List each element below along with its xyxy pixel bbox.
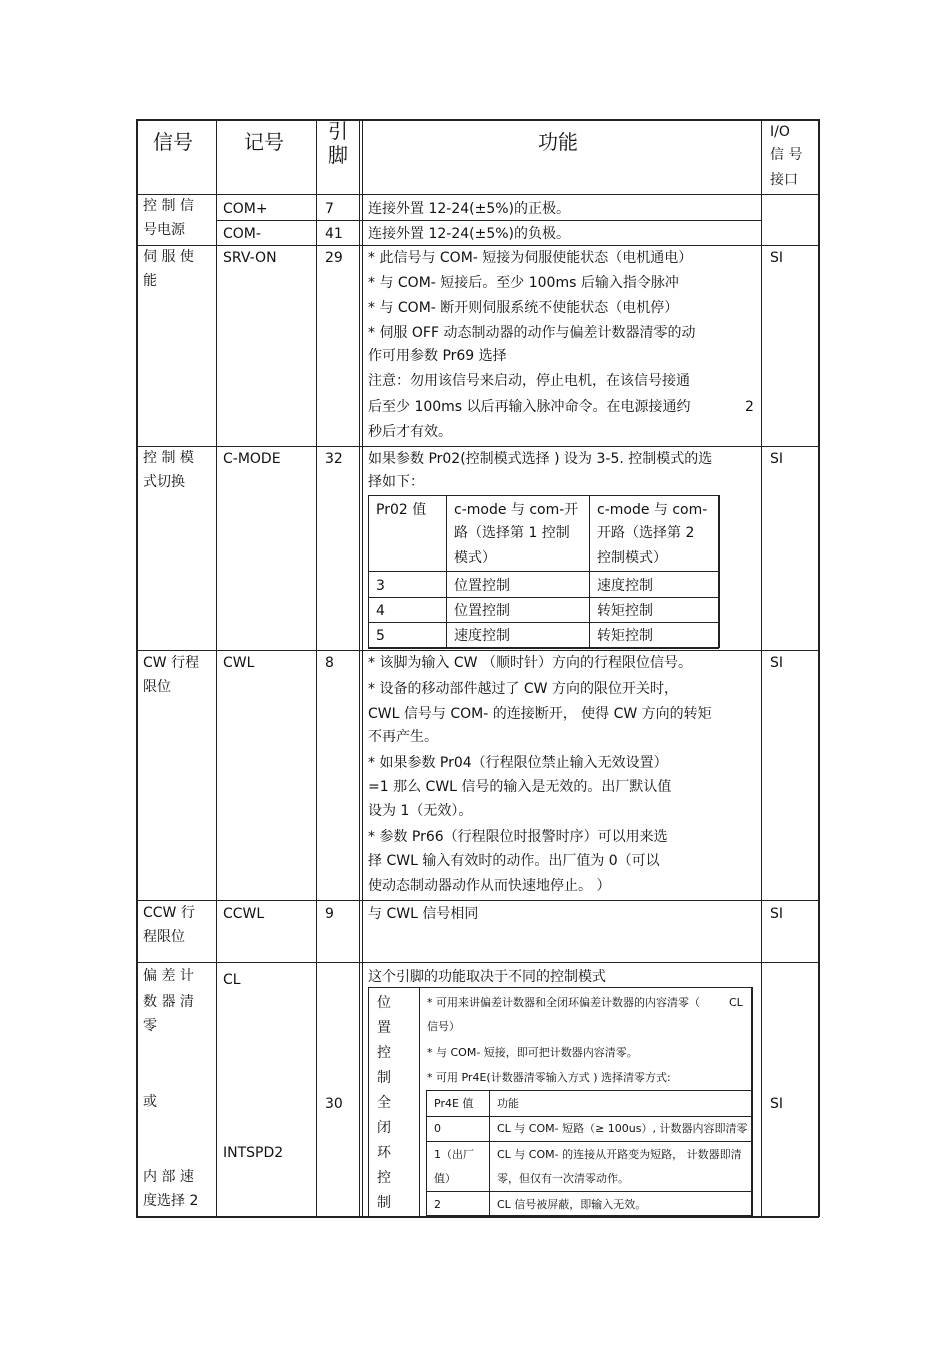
- cl-box-border: [419, 987, 420, 1217]
- cmode-line-1: 如果参数 Pr02(控制模式选择 ) 设为 3-5. 控制模式的选: [368, 451, 713, 467]
- ccwl-symbol: CCWL: [223, 906, 265, 922]
- row-line-power: [136, 245, 819, 246]
- cl-box-border: [368, 987, 752, 988]
- power-func-b: 连接外置 12-24(±5%)的负极。: [368, 226, 570, 242]
- srv-symbol: SRV-ON: [223, 250, 277, 266]
- srv-signal-2: 能: [143, 273, 157, 289]
- cl-inner-cell: 0: [434, 1122, 441, 1135]
- cl-signal-2: 数 器 清: [143, 994, 194, 1010]
- cmode-line-2: 择如下：: [368, 474, 424, 490]
- srv-pin: 29: [325, 250, 343, 266]
- cwl-line: * 设备的移动部件越过了 CW 方向的限位开关时，: [368, 681, 678, 697]
- cl-signal-1: 偏 差 计: [143, 968, 194, 984]
- cl-inner-border: [426, 1116, 751, 1117]
- srv-line: * 此信号与 COM- 短接为伺服使能状态（电机通电）: [368, 250, 693, 266]
- cwl-line: CWL 信号与 COM- 的连接断开， 使得 CW 方向的转矩: [368, 706, 712, 722]
- row-line-cwl: [136, 900, 819, 901]
- power-signal-1: 控 制 信: [143, 198, 194, 214]
- cl-note: CL: [729, 996, 743, 1009]
- cl-signal-or: 或: [143, 1094, 157, 1110]
- header-function: 功能: [538, 130, 578, 154]
- cwl-io: SI: [770, 655, 784, 671]
- cmode-subtable-border: [368, 495, 369, 648]
- cl-mode-char: 制: [377, 1070, 391, 1086]
- power-symbol-b: COM-: [223, 226, 261, 242]
- cl-mode-char: 环: [377, 1145, 391, 1161]
- cl-note: 信号）: [427, 1020, 460, 1033]
- ccwl-signal-1: CCW 行: [143, 905, 195, 921]
- srv-signal-1: 伺 服 使: [143, 249, 194, 265]
- cwl-line: * 如果参数 Pr04（行程限位禁止输入无效设置）: [368, 755, 668, 771]
- cwl-line: 使动态制动器动作从而快速地停止。 ）: [368, 878, 611, 894]
- header-pin-2: 脚: [328, 143, 348, 167]
- cl-note: * 可用 Pr4E(计数器清零输入方式 ) 选择清零方式:: [427, 1071, 671, 1084]
- srv-line: 注意：勿用该信号来启动，停止电机，在该信号接通: [368, 373, 690, 389]
- srv-line: * 伺服 OFF 动态制动器的动作与偏差计数器清零的动: [368, 325, 696, 341]
- cmode-subtable-border: [589, 495, 590, 648]
- srv-line: * 与 COM- 短接后。至少 100ms 后输入指令脉冲: [368, 275, 679, 291]
- cwl-pin: 8: [325, 655, 334, 671]
- cl-inner-border: [426, 1090, 427, 1216]
- cl-mode-char: 控: [377, 1170, 391, 1186]
- cmode-sub-cell: 速度控制: [597, 578, 653, 594]
- ccwl-func: 与 CWL 信号相同: [368, 906, 479, 922]
- cmode-subtable-border: [368, 571, 719, 572]
- cl-inner-cell: 零，但仅有一次清零动作。: [497, 1172, 629, 1185]
- cmode-io: SI: [770, 451, 784, 467]
- cwl-line: =1 那么 CWL 信号的输入是无效的。出厂默认值: [368, 779, 672, 795]
- header-io-2: 信 号: [770, 147, 803, 163]
- cwl-line: * 该脚为输入 CW （顺时针）方向的行程限位信号。: [368, 655, 692, 671]
- cmode-subtable-border: [718, 495, 720, 648]
- cl-signal-5: 度选择 2: [143, 1193, 199, 1209]
- power-pin-b: 41: [325, 226, 343, 242]
- header-symbol: 记号: [244, 130, 284, 154]
- cwl-line: 设为 1（无效）。: [368, 803, 473, 819]
- power-signal-2: 号电源: [143, 222, 185, 238]
- cl-inner-border: [489, 1090, 490, 1216]
- cl-inner-cell: 1（出厂: [434, 1148, 474, 1161]
- cl-pin: 30: [325, 1096, 343, 1112]
- ccwl-signal-2: 程限位: [143, 929, 185, 945]
- cmode-sub-cell: 5: [376, 628, 385, 644]
- cl-inner-head-1: Pr4E 值: [434, 1097, 474, 1110]
- cl-io: SI: [770, 1096, 784, 1112]
- cmode-sub-cell: 位置控制: [454, 578, 510, 594]
- cl-box-border: [751, 987, 753, 1217]
- cl-note: * 与 COM- 短接，即可把计数器内容清零。: [427, 1046, 638, 1059]
- cl-box-border: [368, 987, 369, 1217]
- cl-symbol-1: CL: [223, 972, 241, 988]
- cmode-sub-cell: 4: [376, 603, 385, 619]
- row-line-header: [136, 194, 819, 195]
- header-signal: 信号: [153, 130, 193, 154]
- cmode-signal-2: 式切换: [143, 474, 185, 490]
- cl-inner-head-2: 功能: [497, 1097, 519, 1110]
- cl-inner-border: [426, 1191, 751, 1192]
- cl-mode-char: 闭: [377, 1120, 391, 1136]
- header-io-3: 接口: [770, 172, 798, 188]
- cl-inner-border: [426, 1090, 751, 1091]
- srv-io: SI: [770, 250, 784, 266]
- row-line-cmode: [136, 650, 819, 651]
- cwl-line: 择 CWL 输入有效时的动作。出厂值为 0（可以: [368, 853, 660, 869]
- col-line-1: [216, 119, 217, 1217]
- table-border-top: [136, 119, 819, 121]
- power-symbol-a: COM+: [223, 201, 268, 217]
- cl-mode-char: 全: [377, 1095, 391, 1111]
- srv-line: 作可用参数 Pr69 选择: [368, 348, 507, 364]
- cmode-pin: 32: [325, 451, 343, 467]
- cmode-sub-cell: 速度控制: [454, 628, 510, 644]
- cmode-subtable-border: [368, 495, 719, 496]
- header-io-1: I/O: [770, 124, 790, 140]
- cmode-sub-cell: 转矩控制: [597, 628, 653, 644]
- cl-mode-char: 控: [377, 1045, 391, 1061]
- table-border-left: [136, 119, 138, 1217]
- srv-line: 后至少 100ms 以后再输入脉冲命令。在电源接通约: [368, 399, 691, 415]
- cl-signal-3: 零: [143, 1018, 157, 1034]
- row-line-srv: [136, 446, 819, 447]
- cl-inner-border: [426, 1141, 751, 1142]
- power-pin-a: 7: [325, 201, 334, 217]
- cl-inner-cell: CL 信号被屏蔽，即输入无效。: [497, 1198, 647, 1211]
- cmode-sub-cell: 转矩控制: [597, 603, 653, 619]
- cl-mode-char: 置: [377, 1020, 391, 1036]
- col-line-4: [761, 119, 762, 1217]
- cmode-subtable-border: [368, 622, 719, 623]
- row-line-ccwl: [136, 962, 819, 963]
- table-border-right: [818, 119, 820, 1217]
- col-line-3: [359, 119, 360, 1217]
- cmode-subtable-border: [446, 495, 447, 648]
- cl-inner-border: [426, 1215, 751, 1217]
- cl-mode-char: 位: [377, 995, 391, 1011]
- cmode-sub-head-3a: c-mode 与 com-: [597, 502, 708, 518]
- header-pin-1: 引: [328, 119, 348, 143]
- cl-symbol-2: INTSPD2: [223, 1145, 284, 1161]
- srv-line: 秒后才有效。: [368, 424, 452, 440]
- cmode-sub-head-2c: 模式）: [454, 550, 496, 566]
- cl-note: * 可用来讲偏差计数器和全闭环偏差计数器的内容清零（: [427, 996, 700, 1009]
- cmode-sub-head-1: Pr02 值: [376, 502, 427, 518]
- cmode-sub-cell: 3: [376, 578, 385, 594]
- cmode-symbol: C-MODE: [223, 451, 281, 467]
- cwl-signal-1: CW 行程: [143, 655, 200, 671]
- cmode-signal-1: 控 制 模: [143, 450, 194, 466]
- cmode-subtable-border: [368, 647, 719, 649]
- cmode-subtable-border: [368, 597, 719, 598]
- cl-inner-cell: CL 与 COM- 的连接从开路变为短路， 计数器即清: [497, 1148, 742, 1161]
- cmode-sub-head-3c: 控制模式）: [597, 550, 667, 566]
- cl-inner-cell: CL 与 COM- 短路（≥ 100us）, 计数器内容即清零: [497, 1122, 748, 1135]
- cl-mode-char: 制: [377, 1195, 391, 1211]
- row-line-power-mid: [216, 220, 762, 221]
- srv-line: * 与 COM- 断开则伺服系统不使能状态（电机停）: [368, 300, 679, 316]
- col-line-2: [316, 119, 317, 1217]
- cl-signal-4: 内 部 速: [143, 1169, 194, 1185]
- cl-inner-cell: 值）: [434, 1172, 456, 1185]
- power-func-a: 连接外置 12-24(±5%)的正极。: [368, 201, 570, 217]
- ccwl-pin: 9: [325, 906, 334, 922]
- srv-line: 2: [745, 399, 754, 415]
- ccwl-io: SI: [770, 906, 784, 922]
- cl-inner-cell: 2: [434, 1198, 441, 1211]
- cwl-symbol: CWL: [223, 655, 255, 671]
- cmode-sub-head-2b: 路（选择第 1 控制: [454, 525, 570, 541]
- cmode-sub-cell: 位置控制: [454, 603, 510, 619]
- cwl-line: * 参数 Pr66（行程限位时报警时序）可以用来选: [368, 829, 668, 845]
- cl-intro: 这个引脚的功能取决于不同的控制模式: [368, 969, 606, 985]
- cmode-sub-head-3b: 开路（选择第 2: [597, 525, 695, 541]
- col-line-3b: [362, 119, 363, 1217]
- cwl-line: 不再产生。: [368, 729, 438, 745]
- cwl-signal-2: 限位: [143, 679, 171, 695]
- cmode-sub-head-2a: c-mode 与 com-开: [454, 502, 579, 518]
